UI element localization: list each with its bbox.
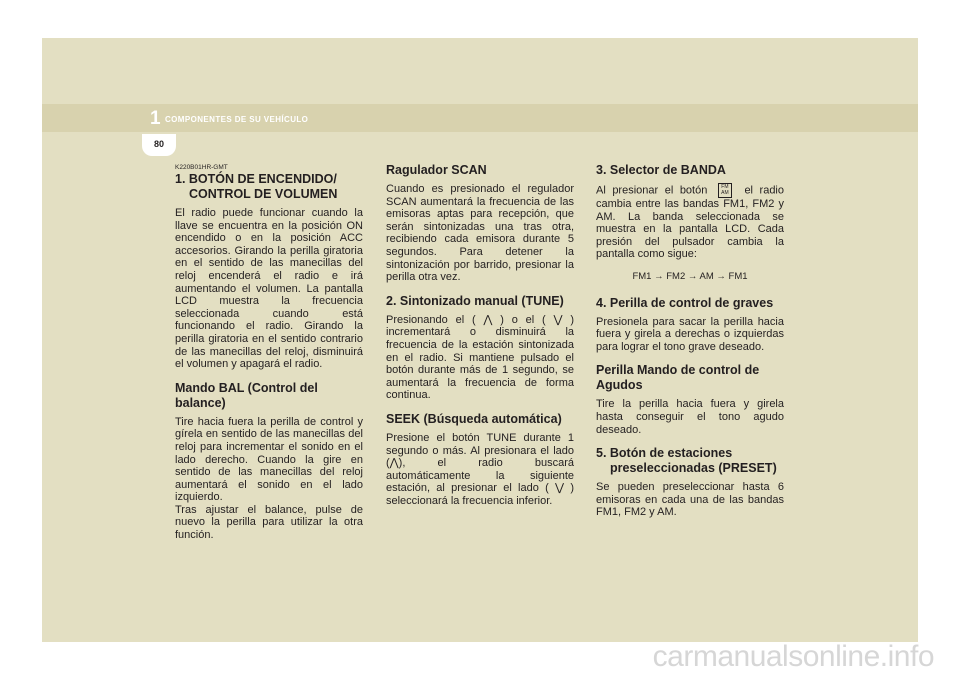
heading-tune: 2. Sintonizado manual (TUNE) <box>386 293 564 308</box>
heading-scan: Ragulador SCAN <box>386 163 487 177</box>
paragraph-bass: Presionela para sacar la perilla hacia fuera y girela a derechas o izquierdas para lograr el tono grave deseado. <box>596 315 784 353</box>
fm-am-button-icon <box>718 183 732 198</box>
am-label: AM <box>721 190 729 196</box>
paragraph-balance-2: Tras ajustar el balance, pulse de nuevo la perilla para utilizar la otra función. <box>175 503 363 542</box>
heading-treble: Perilla Mando de control de Agudos <box>596 363 760 393</box>
paragraph-band-selector <box>596 183 784 261</box>
band-sequence: FM1 → FM2 → AM → FM1 <box>632 270 748 282</box>
page-number: 80 <box>153 139 164 149</box>
section-code: K220B01HR-GMT <box>175 164 228 171</box>
column-3 <box>596 163 784 529</box>
heading-preset: 5. Botón de estaciones preseleccionadas (PRESET) <box>596 446 777 476</box>
chapter-number: 1 <box>150 108 161 129</box>
heading-seek: SEEK (Búsqueda automática) <box>386 411 562 426</box>
heading-bass: 4. Perilla de control de graves <box>596 295 774 310</box>
paragraph-tune: Presionando el ( ⋀ ) o el ( ⋁ ) incrementará o disminuirá la frecuencia de la estación sintonizada en el radio. Si mantiene pulsado el botón durante más de 1 segundo, se aumentará la frecuencia de forma continua. <box>386 313 574 402</box>
chapter-title: COMPONENTES DE SU VEHÍCULO <box>165 115 309 124</box>
column-1 <box>175 160 363 552</box>
paragraph-power-volume: El radio puede funcionar cuando la llave se encuentra en la posición ON encendido o en la posición ACC accesorios. Girando la perilla giratoria en el sentido de las manecillas del reloj encenderá el radio e irá aumentando el volumen. La pantalla LCD muestra la frecuencia seleccionada cuando está funcionando el radio. Girando la perilla giratoria en el sentido contrario de las manecillas del reloj, disminuirá el volumen y apagará el radio. <box>175 207 363 371</box>
watermark: carmanualsonline.info <box>652 640 934 673</box>
column-2 <box>386 163 574 517</box>
fm-label: FM <box>721 184 729 190</box>
paragraph-balance: Tire hacia fuera la perilla de control y gírela en sentido de las manecillas del reloj para incrementar el sonido en el lado derecho. Cuando la gire en sentido de las manecillas del reloj aumentará el sonido en el lado izquierdo. <box>175 415 363 504</box>
heading-power-volume: 1. BOTÓN DE ENCENDIDO/ CONTROL DE VOLUMEN <box>175 172 338 201</box>
paragraph-seek: Presione el botón TUNE durante 1 segundo o más. Al presionara el lado (⋀), el radio buscará automáticamente la siguiente estación, al presionar el lado ( ⋁ ) seleccionará la frecuencia inferior. <box>386 431 574 507</box>
paragraph-scan: Cuando es presionado el regulador SCAN aumentará la frecuencia de las emisoras aptas para recepción, que serán sintonizadas una tras otra, recibiendo cada emisora durante 5 segundos. Para detener la sintonización por barrido, presionar la perilla otra vez. <box>386 183 574 284</box>
paragraph-treble: Tire la perilla hacia fuera y girela hasta conseguir el tono agudo deseado. <box>596 398 784 436</box>
band-text-b: el radio cambia entre las bandas FM1, FM2 y AM. La banda seleccionada se muestra en la pantalla LCD. Cada presión del pulsador cambia la pantalla como sigue: <box>596 184 784 261</box>
paragraph-preset: Se pueden preseleccionar hasta 6 emisoras en cada una de las bandas FM1, FM2 y AM. <box>596 481 784 519</box>
heading-balance: Mando BAL (Control del balance) <box>175 380 318 410</box>
heading-band-selector: 3. Selector de BANDA <box>596 163 726 177</box>
band-text-a: Al presionar el botón <box>596 184 708 197</box>
